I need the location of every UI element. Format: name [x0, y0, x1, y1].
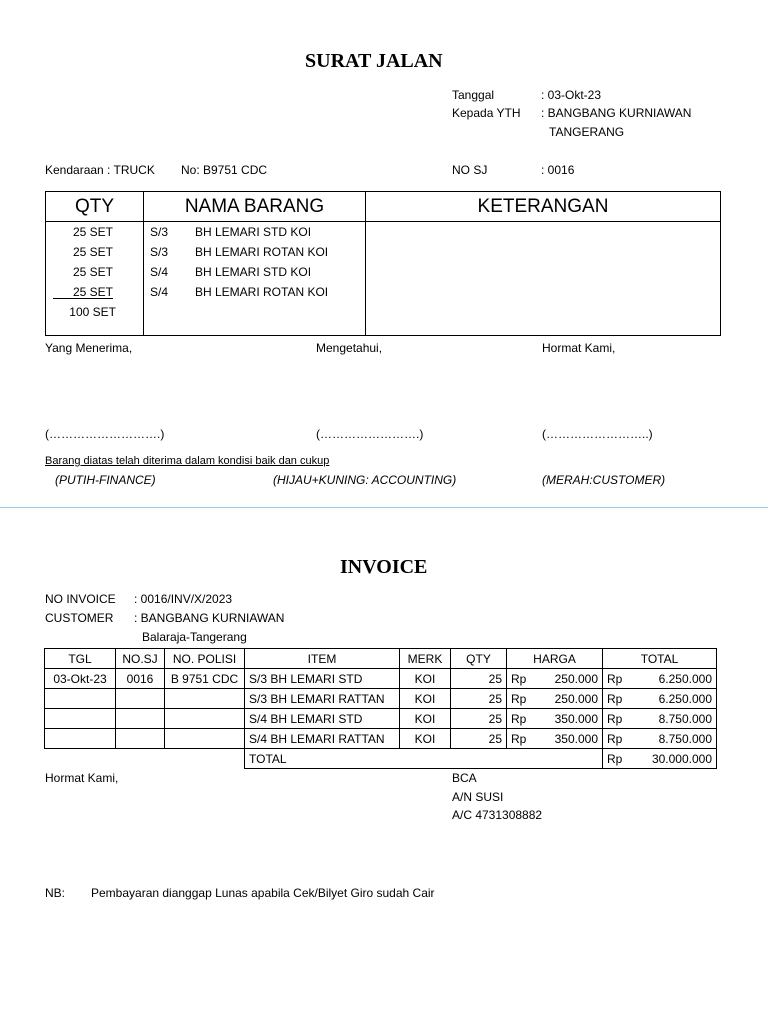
total-row	[45, 749, 717, 769]
surat-jalan-table	[45, 191, 721, 336]
bank-name: BCA	[452, 771, 477, 785]
account-number: A/C 4731308882	[452, 808, 543, 822]
sign-knowing: Mengetahui,	[316, 341, 383, 355]
header-keterangan: KETERANGAN	[366, 192, 721, 222]
copy-accounting: (HIJAU+KUNING: ACCOUNTING)	[273, 473, 457, 487]
nb-label: NB:	[45, 886, 66, 900]
kepada-value: : BANGBANG KURNIAWAN	[541, 106, 692, 120]
receipt-note: Barang diatas telah diterima dalam kondisi baik dan cukup	[45, 455, 330, 467]
list-item: S/3 BH LEMARI STD KOI	[150, 225, 312, 239]
copy-customer: (MERAH:CUSTOMER)	[542, 473, 666, 487]
qty-total: 100 SET	[69, 305, 116, 319]
surat-jalan-title: SURAT JALAN	[305, 50, 443, 72]
signature-line-3: (……………………..)	[542, 427, 653, 441]
invoice-regards: Hormat Kami,	[45, 771, 119, 785]
header-total: TOTAL	[603, 649, 717, 669]
nosj-value: : 0016	[541, 163, 575, 177]
nosj-label: NO SJ	[452, 163, 488, 177]
kepada-label: Kepada YTH	[452, 106, 521, 120]
customer-city: Balaraja-Tangerang	[142, 630, 247, 644]
signature-line-1: (……………………….)	[45, 427, 165, 441]
qty-cell: 25 SET	[72, 265, 113, 279]
qty-column	[46, 222, 144, 336]
total-label: TOTAL	[245, 749, 603, 769]
kepada-city: TANGERANG	[549, 125, 625, 139]
header-item: ITEM	[245, 649, 400, 669]
keterangan-column	[366, 222, 721, 336]
no-invoice-value: : 0016/INV/X/2023	[134, 592, 233, 606]
table-row: 03-Okt-23 0016 B 9751 CDC S/3 BH LEMARI STD KOI 25 Rp 250.000 Rp 6.250.000	[45, 669, 717, 689]
list-item: S/4 BH LEMARI STD KOI	[150, 265, 312, 279]
sign-regards: Hormat Kami,	[542, 341, 616, 355]
qty-cell: 25 SET	[72, 225, 113, 239]
account-name: A/N SUSI	[452, 790, 504, 804]
list-item: S/3 BH LEMARI ROTAN KOI	[150, 245, 329, 259]
sign-receiver: Yang Menerima,	[45, 341, 133, 355]
customer-label: CUSTOMER	[45, 611, 114, 625]
grand-total: Rp 30.000.000	[603, 749, 717, 769]
table-row: S/4 BH LEMARI STD KOI 25 Rp 350.000 Rp 8.750.000	[45, 709, 717, 729]
nb-text: Pembayaran dianggap Lunas apabila Cek/Bilyet Giro sudah Cair	[91, 886, 435, 900]
customer-value: : BANGBANG KURNIAWAN	[134, 611, 285, 625]
header-nama-barang: NAMA BARANG	[144, 192, 366, 222]
header-tgl: TGL	[45, 649, 116, 669]
no-invoice-label: NO INVOICE	[45, 592, 116, 606]
invoice-title: INVOICE	[340, 556, 428, 578]
header-nosj: NO.SJ	[116, 649, 165, 669]
nama-barang-column	[144, 222, 366, 336]
signature-line-2: (…………………….)	[316, 427, 424, 441]
qty-cell: 25 SET	[72, 245, 113, 259]
tanggal-label: Tanggal	[452, 88, 495, 102]
invoice-table	[44, 648, 717, 769]
header-qty: QTY	[451, 649, 507, 669]
header-merk: MERK	[400, 649, 451, 669]
header-polisi: NO. POLISI	[165, 649, 245, 669]
header-qty: QTY	[46, 192, 144, 222]
table-row: S/4 BH LEMARI RATTAN KOI 25 Rp 350.000 Rp 8.750.000	[45, 729, 717, 749]
header-harga: HARGA	[507, 649, 603, 669]
kendaraan: Kendaraan : TRUCK	[45, 163, 155, 177]
qty-cell-last: 25 SET	[46, 282, 143, 302]
page-divider	[0, 507, 768, 508]
list-item: S/4 BH LEMARI ROTAN KOI	[150, 285, 329, 299]
copy-finance: (PUTIH-FINANCE)	[55, 473, 156, 487]
table-row: S/3 BH LEMARI RATTAN KOI 25 Rp 250.000 Rp 6.250.000	[45, 689, 717, 709]
tanggal-value: : 03-Okt-23	[541, 88, 602, 102]
no-kendaraan: No: B9751 CDC	[181, 163, 268, 177]
